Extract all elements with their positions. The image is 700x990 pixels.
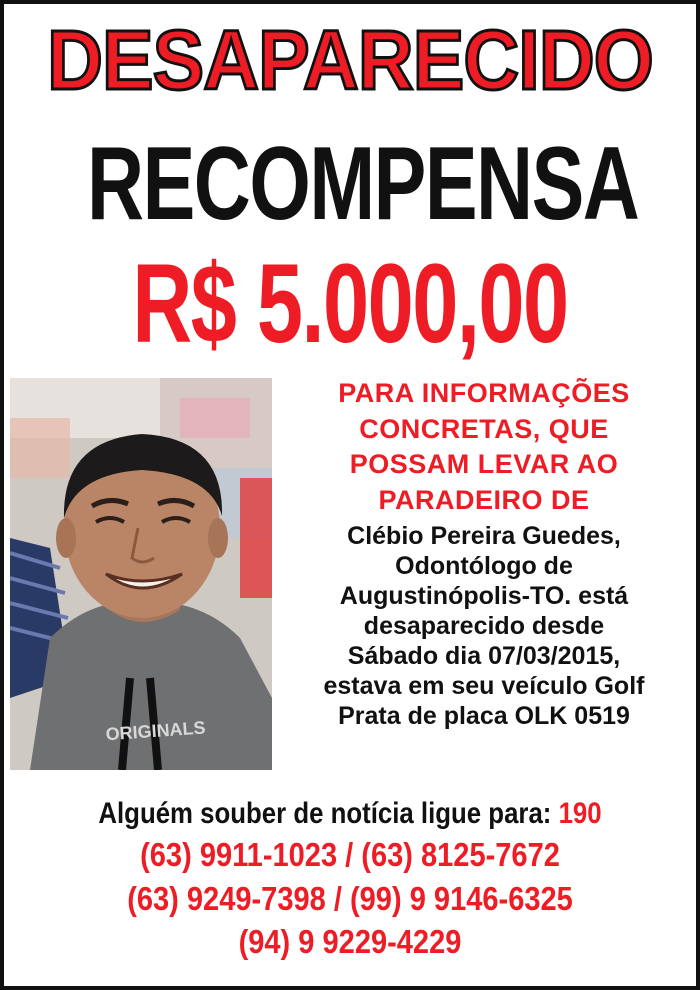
contact-footer (4, 794, 696, 964)
info-request-text (274, 376, 694, 519)
call-text: Alguém souber de notícia ligue para: (98, 797, 559, 830)
info-red-line: CONCRETAS, QUE (359, 413, 609, 444)
missing-headline: DESAPARECIDO (47, 13, 653, 107)
portrait-illustration (10, 378, 272, 770)
shirt-print: ORIGINALS (104, 717, 207, 745)
description-line: Sábado dia 07/03/2015, (347, 641, 621, 670)
info-red-line: POSSAM LEVAR AO (349, 449, 619, 480)
reward-amount: R$ 5.000,00 (132, 241, 568, 366)
emergency-number: 190 (558, 797, 602, 830)
phone-numbers-line: (63) 9911-1023 / (63) 8125-7672 (140, 836, 560, 873)
description-line: Clébio Pereira Guedes, (347, 521, 621, 550)
phone-numbers-line: (63) 9249-7398 / (99) 9 9146-6325 (127, 879, 573, 917)
reward-headline: RECOMPENSA (87, 126, 639, 242)
info-red-line: PARA INFORMAÇÕES (338, 378, 630, 408)
phone-numbers-line: (94) 9 9229-4229 (238, 923, 462, 961)
description-line: estava em seu veículo Golf (323, 671, 645, 700)
description-line: Prata de placa OLK 0519 (338, 701, 630, 730)
missing-person-photo (10, 378, 272, 770)
person-description (274, 521, 694, 731)
info-block (274, 376, 694, 731)
description-line: desaparecido desde (363, 611, 605, 640)
description-line: Odontólogo de (395, 551, 573, 580)
call-instruction (52, 794, 647, 833)
description-line: Augustinópolis-TO. está (339, 581, 629, 610)
info-red-line: PARADEIRO DE (378, 484, 590, 515)
